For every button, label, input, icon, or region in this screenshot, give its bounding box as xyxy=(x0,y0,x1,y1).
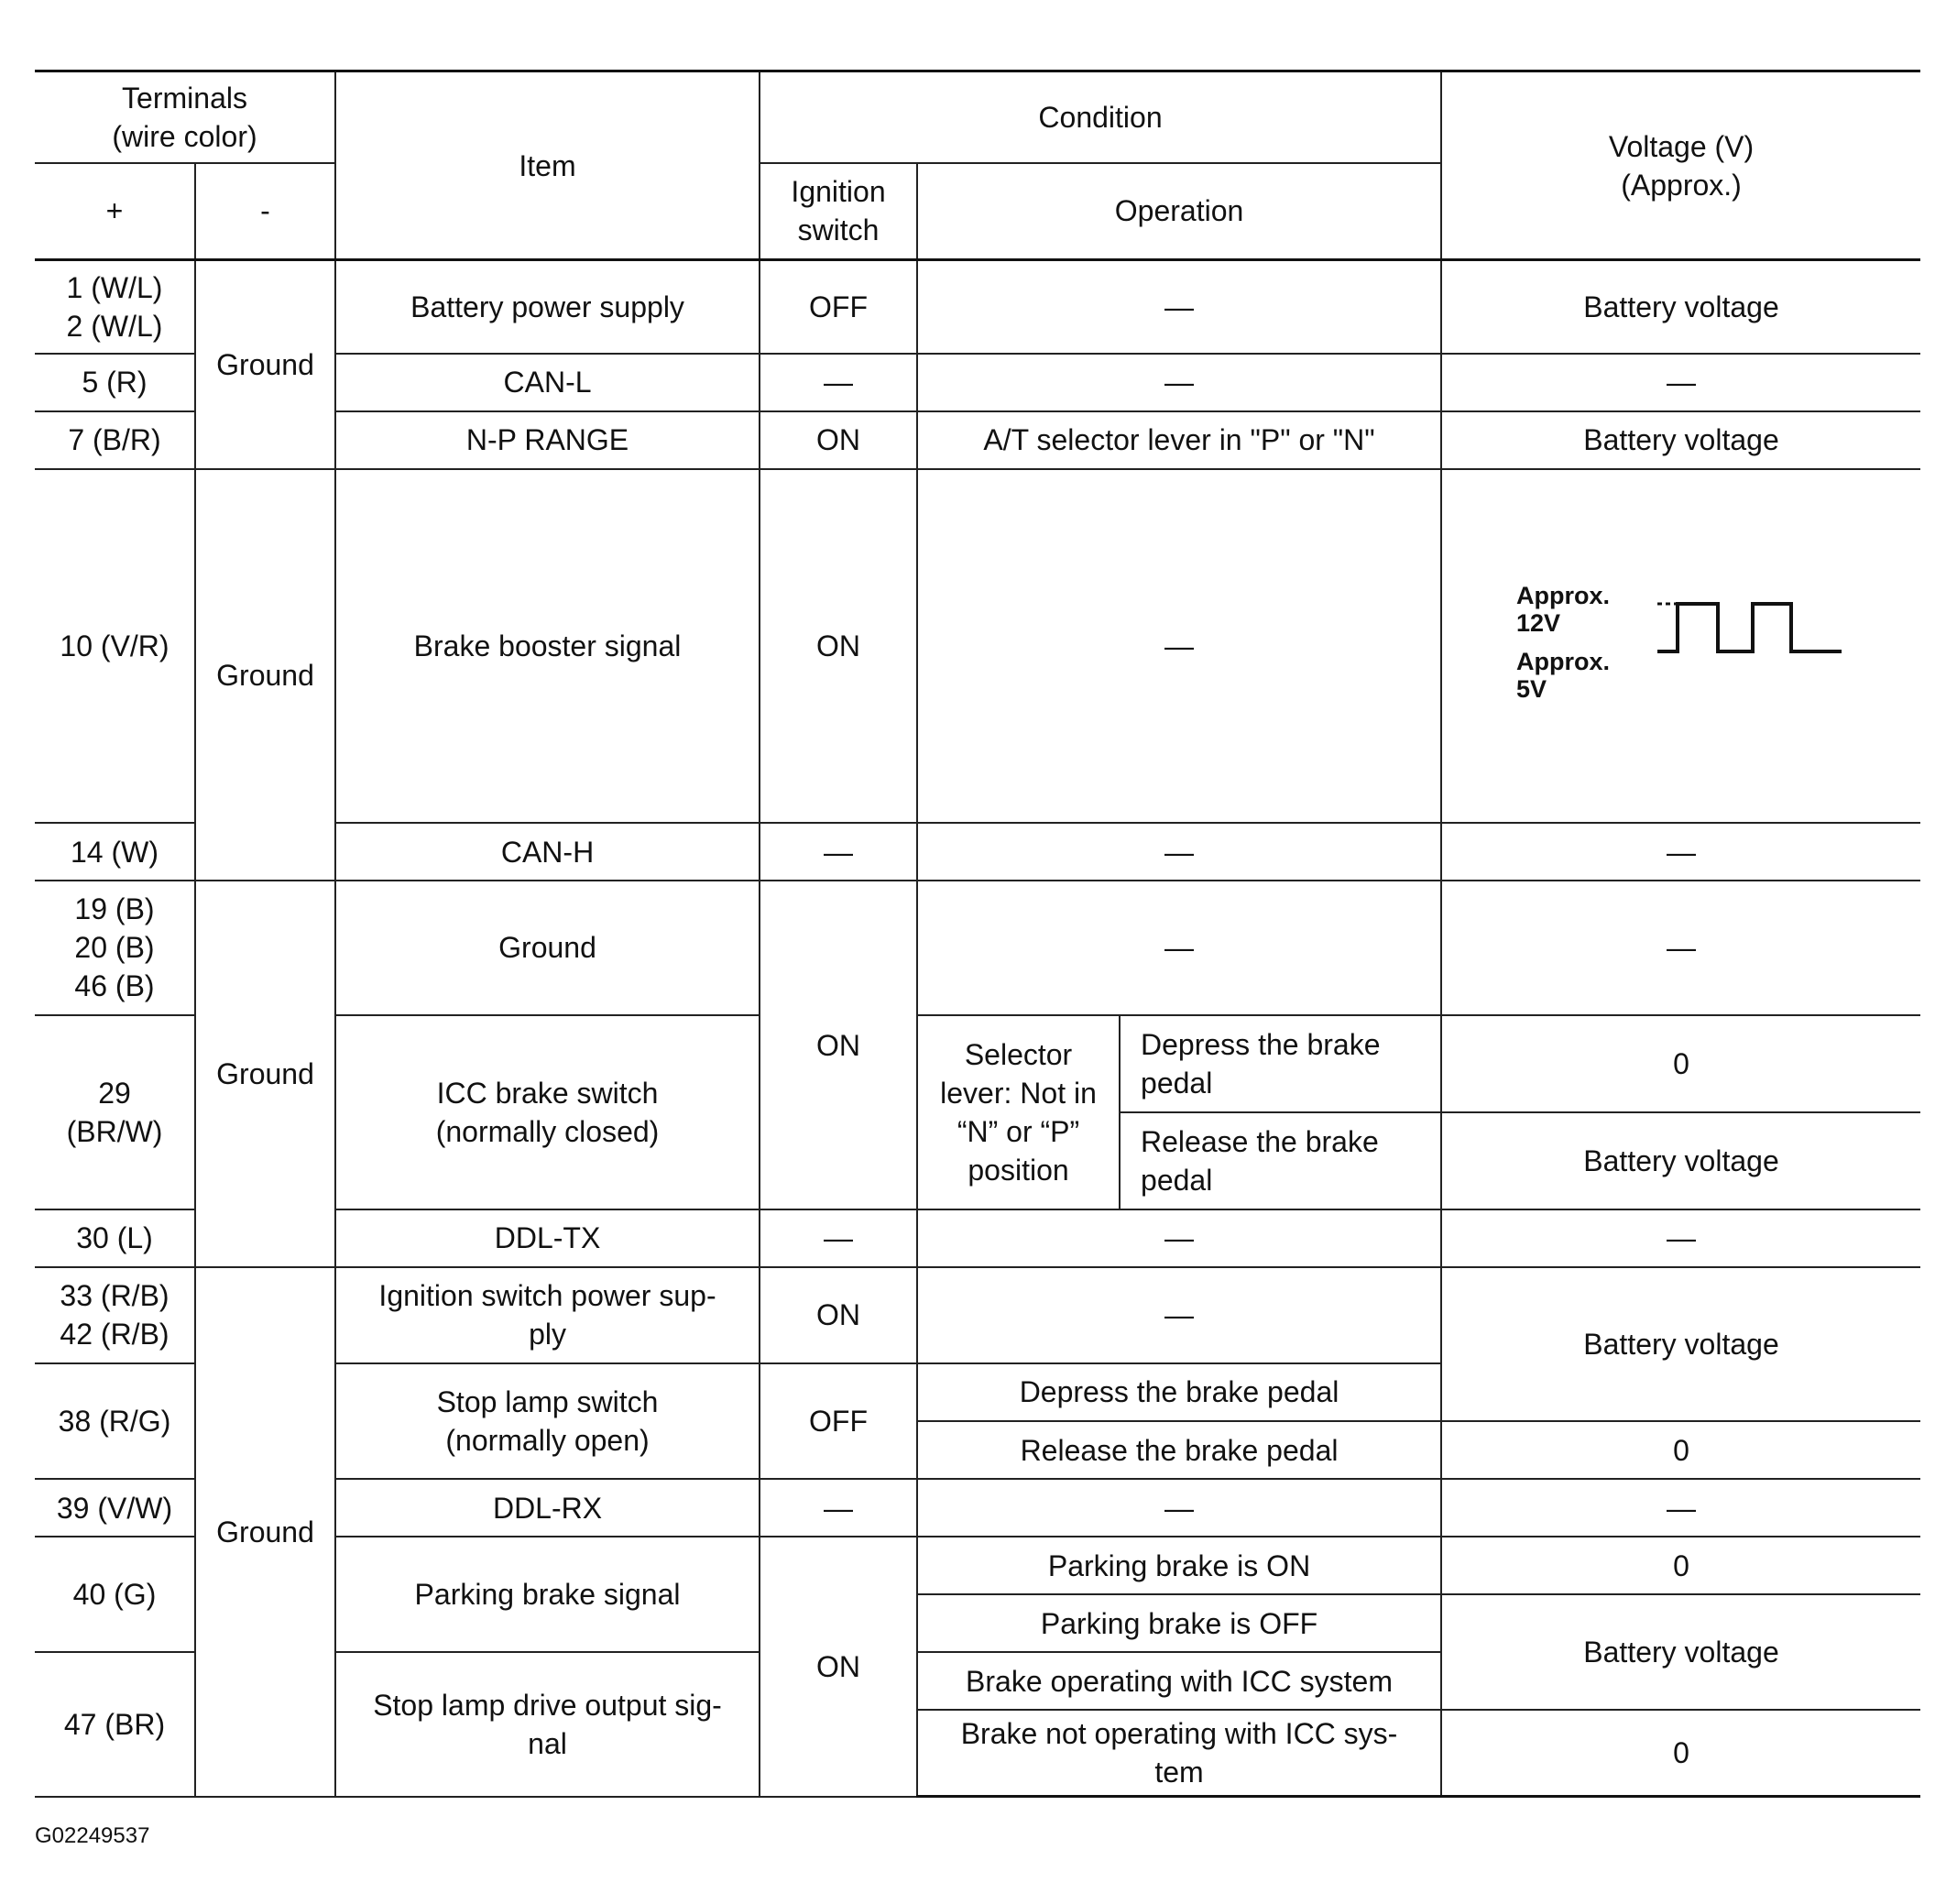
ground-cell: Ground xyxy=(195,260,335,469)
voltage-cell: Battery voltage xyxy=(1441,1594,1920,1710)
voltage-cell: Battery voltage xyxy=(1441,1267,1920,1421)
operation-cell: Depress the brake pedal xyxy=(917,1363,1441,1421)
ignition-cell: — xyxy=(760,1479,917,1537)
header-voltage: Voltage (V) (Approx.) xyxy=(1441,71,1920,260)
voltage-cell: — xyxy=(1441,823,1920,881)
item-cell: Ground xyxy=(335,881,760,1014)
operation-cell: — xyxy=(917,260,1441,354)
terminal-cell: 30 (L) xyxy=(35,1209,195,1267)
square-wave-graphic xyxy=(1654,595,1846,659)
terminal-cell: 29 (BR/W) xyxy=(35,1015,195,1209)
ignition-cell: — xyxy=(760,354,917,411)
operation-cell: Parking brake is ON xyxy=(917,1537,1441,1594)
header-terminals: Terminals (wire color) xyxy=(35,71,335,163)
terminal-table-sheet xyxy=(35,70,1920,1798)
pulse-high-label: Approx. 12V xyxy=(1516,582,1611,638)
voltage-cell: — xyxy=(1441,354,1920,411)
ground-cell: Ground xyxy=(195,881,335,1266)
item-cell: Battery power supply xyxy=(335,260,760,354)
operation-cell: — xyxy=(917,1479,1441,1537)
ignition-cell: — xyxy=(760,823,917,881)
item-cell: N-P RANGE xyxy=(335,411,760,469)
header-item: Item xyxy=(335,71,760,260)
item-cell: CAN-H xyxy=(335,823,760,881)
figure-id: G02249537 xyxy=(35,1823,150,1848)
terminal-cell: 38 (R/G) xyxy=(35,1363,195,1479)
operation-cell: Depress the brake pedal xyxy=(1120,1015,1441,1112)
header-ignition-switch: Ignition switch xyxy=(760,163,917,260)
item-cell: ICC brake switch (normally closed) xyxy=(335,1015,760,1209)
header-minus: - xyxy=(195,163,335,260)
operation-cell: — xyxy=(917,881,1441,1014)
terminal-cell: 47 (BR) xyxy=(35,1652,195,1796)
pulse-waveform xyxy=(1516,582,1846,710)
terminal-cell: 7 (B/R) xyxy=(35,411,195,469)
item-cell: Brake booster signal xyxy=(335,469,760,823)
item-cell: Stop lamp switch (normally open) xyxy=(335,1363,760,1479)
ground-cell: Ground xyxy=(195,469,335,881)
operation-cell: Brake operating with ICC system xyxy=(917,1652,1441,1710)
item-cell: DDL-TX xyxy=(335,1209,760,1267)
voltage-cell: 0 xyxy=(1441,1537,1920,1594)
voltage-cell: — xyxy=(1441,1479,1920,1537)
ground-cell: Ground xyxy=(195,1267,335,1797)
terminal-spec-table xyxy=(35,70,1920,1798)
terminal-cell: 14 (W) xyxy=(35,823,195,881)
item-cell: Stop lamp drive output sig- nal xyxy=(335,1652,760,1796)
ignition-cell: ON xyxy=(760,469,917,823)
ignition-cell: — xyxy=(760,1209,917,1267)
voltage-waveform-cell xyxy=(1441,469,1920,823)
voltage-cell: 0 xyxy=(1441,1015,1920,1112)
ignition-cell: OFF xyxy=(760,1363,917,1479)
ignition-cell: ON xyxy=(760,1537,917,1796)
voltage-cell: — xyxy=(1441,1209,1920,1267)
table-row xyxy=(35,260,1920,354)
table-row xyxy=(35,1267,1920,1363)
terminal-cell: 1 (W/L) 2 (W/L) xyxy=(35,260,195,354)
voltage-cell: 0 xyxy=(1441,1421,1920,1479)
operation-cell: Brake not operating with ICC sys- tem xyxy=(917,1710,1441,1796)
ignition-cell: ON xyxy=(760,881,917,1209)
header-plus: + xyxy=(35,163,195,260)
operation-cell: — xyxy=(917,469,1441,823)
ignition-cell: ON xyxy=(760,1267,917,1363)
item-cell: DDL-RX xyxy=(335,1479,760,1537)
operation-cell: A/T selector lever in "P" or "N" xyxy=(917,411,1441,469)
ignition-cell: OFF xyxy=(760,260,917,354)
terminal-cell: 10 (V/R) xyxy=(35,469,195,823)
voltage-cell: Battery voltage xyxy=(1441,411,1920,469)
terminal-cell: 40 (G) xyxy=(35,1537,195,1652)
terminal-cell: 5 (R) xyxy=(35,354,195,411)
item-cell: Ignition switch power sup- ply xyxy=(335,1267,760,1363)
terminal-cell: 39 (V/W) xyxy=(35,1479,195,1537)
operation-cell: Parking brake is OFF xyxy=(917,1594,1441,1652)
operation-cell: — xyxy=(917,1209,1441,1267)
operation-cell: — xyxy=(917,1267,1441,1363)
header-condition: Condition xyxy=(760,71,1441,163)
table-row xyxy=(35,881,1920,1014)
voltage-cell: 0 xyxy=(1441,1710,1920,1796)
pulse-low-label: Approx. 5V xyxy=(1516,648,1611,704)
square-wave-line xyxy=(1657,604,1842,651)
header-operation: Operation xyxy=(917,163,1441,260)
voltage-cell: — xyxy=(1441,881,1920,1014)
selector-condition-cell: Selector lever: Not in “N” or “P” position xyxy=(917,1015,1120,1209)
operation-cell: Release the brake pedal xyxy=(1120,1112,1441,1209)
item-cell: CAN-L xyxy=(335,354,760,411)
terminal-cell: 33 (R/B) 42 (R/B) xyxy=(35,1267,195,1363)
voltage-cell: Battery voltage xyxy=(1441,1112,1920,1209)
ignition-cell: ON xyxy=(760,411,917,469)
operation-cell: — xyxy=(917,354,1441,411)
item-cell: Parking brake signal xyxy=(335,1537,760,1652)
terminal-cell: 19 (B) 20 (B) 46 (B) xyxy=(35,881,195,1014)
table-row xyxy=(35,469,1920,823)
operation-cell: Release the brake pedal xyxy=(917,1421,1441,1479)
voltage-cell: Battery voltage xyxy=(1441,260,1920,354)
operation-cell: — xyxy=(917,823,1441,881)
